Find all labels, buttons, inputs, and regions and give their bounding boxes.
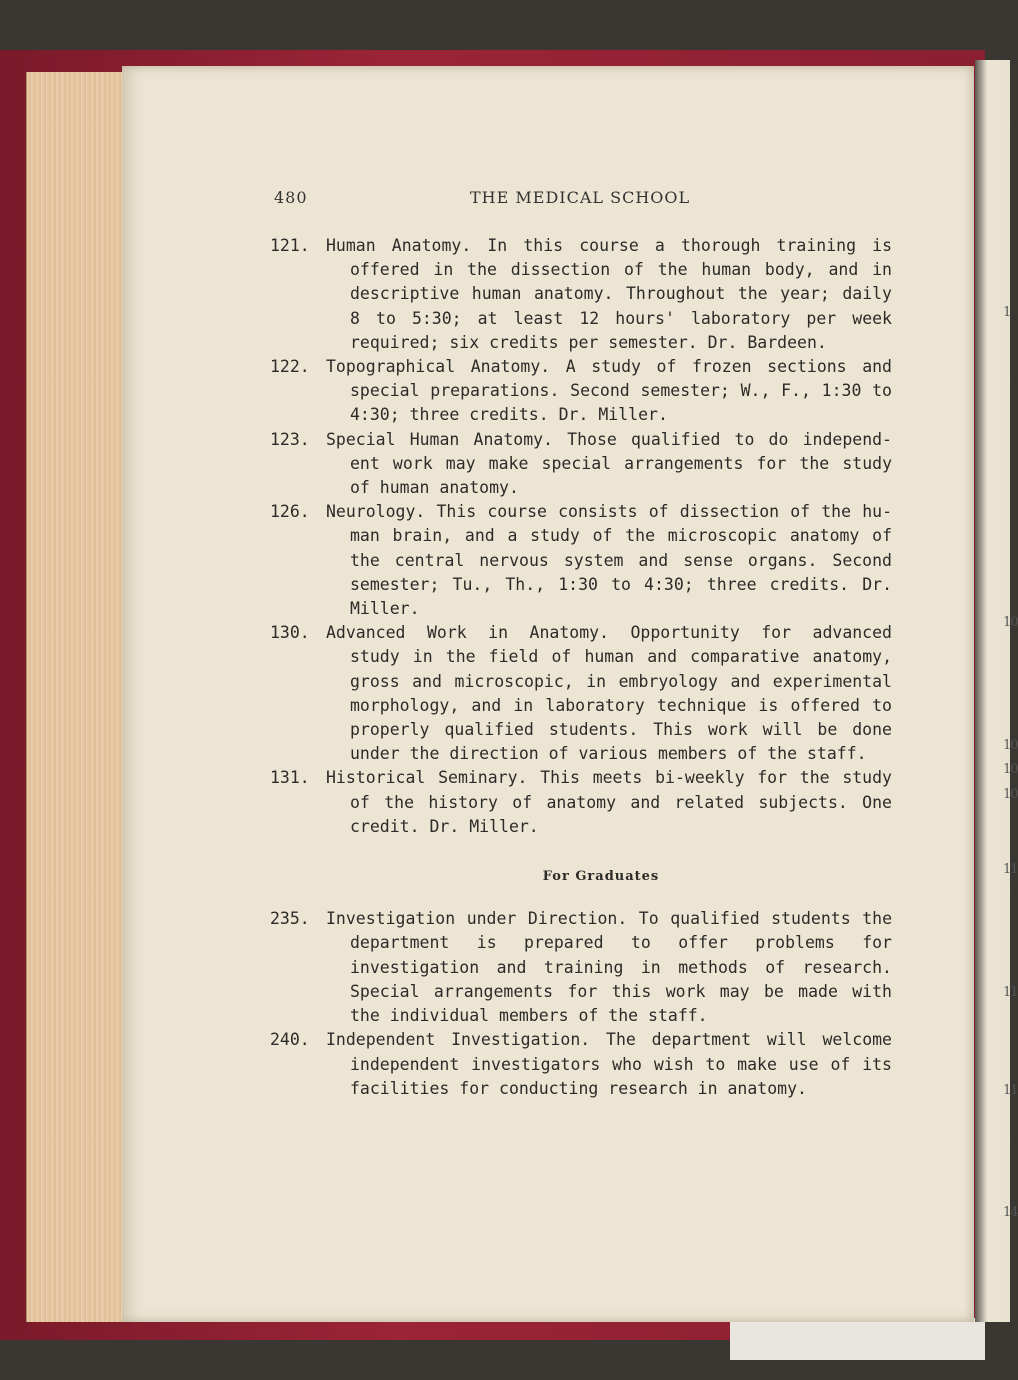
edge-number: 1 [1003, 305, 1011, 320]
course-number: 126. [270, 502, 310, 522]
course-body: of the history of anatomy and related subjects. One credit. Dr. Miller. [350, 792, 892, 836]
course-entry [270, 766, 892, 839]
course-body: offered in the dissection of the human body, and in descriptive human anatomy. Throughout the year; daily 8 to 5:30; at least 12 hours' laboratory per week required; six credits per semester. Dr. Bardeen. [350, 260, 892, 352]
course-number: 240. [270, 1030, 310, 1050]
scan-background [730, 1318, 985, 1360]
edge-number: 11 [1003, 985, 1018, 1000]
course-lead: Human Anatomy. In this course a thorough training is [326, 236, 892, 255]
page-number: 480 [274, 188, 308, 207]
course-lead: Neurology. This course consists of dissection of the hu- [326, 502, 892, 522]
course-number: 131. [270, 768, 310, 788]
course-number: 235. [270, 909, 310, 929]
course-number: 122. [270, 357, 310, 377]
edge-number: 11 [1003, 862, 1018, 877]
course-lead: Investigation under Direction. To qualified students the [326, 909, 892, 929]
course-lead: Historical Seminary. This meets bi-weekly for the study [326, 768, 892, 788]
course-number: 130. [270, 623, 310, 643]
course-lead: Independent Investigation. The department will welcome [326, 1030, 892, 1050]
course-entry [270, 428, 892, 501]
course-lead: Special Human Anatomy. Those qualified to do independ- [326, 429, 892, 449]
edge-number: 10 [1003, 787, 1018, 802]
course-body: man brain, and a study of the microscopic anatomy of the central nervous system and sense organs. Second semester; Tu., Th., 1:30 to 4:30; three credits. Dr. Miller. [350, 526, 892, 619]
course-body: special preparations. Second semester; W., F., 1:30 to 4:30; three credits. Dr. Miller. [350, 381, 892, 425]
course-body: independent investigators who wish to make use of its facilities for conducting research in anatomy. [350, 1054, 892, 1098]
course-entry [270, 621, 892, 766]
edge-number: 11 [1003, 1083, 1018, 1098]
edge-number: 10 [1003, 738, 1018, 753]
course-number: 123. [270, 429, 310, 449]
section-heading: For Graduates [542, 869, 660, 885]
course-body: department is prepared to offer problems for investigation and training in methods of research. Special arrangements for this work may be made with the individual members of the staff. [350, 933, 892, 1026]
edge-number: 10 [1003, 615, 1018, 630]
course-entry [270, 355, 892, 428]
facing-page-edge [975, 60, 1010, 1322]
course-entry [270, 907, 892, 1028]
course-entry [270, 500, 892, 621]
course-body: study in the field of human and comparative anatomy, gross and microscopic, in embryology and experimental morphology, and in laboratory technique is offered to properly qualified students. This work will be done under the direction of various members of the staff. [350, 647, 892, 764]
running-title: THE MEDICAL SCHOOL [470, 188, 691, 207]
edge-number: 10 [1003, 762, 1018, 777]
course-list [270, 234, 892, 1101]
course-entry [270, 234, 892, 355]
course-number: 121. [270, 236, 310, 255]
course-lead: Advanced Work in Anatomy. Opportunity for advanced [326, 623, 892, 643]
course-body: ent work may make special arrangements for the study of human anatomy. [350, 453, 892, 498]
edge-number: 14 [1003, 1205, 1018, 1220]
page-edges [26, 72, 127, 1322]
course-entry [270, 1028, 892, 1101]
course-lead: Topographical Anatomy. A study of frozen sections and [326, 357, 892, 377]
